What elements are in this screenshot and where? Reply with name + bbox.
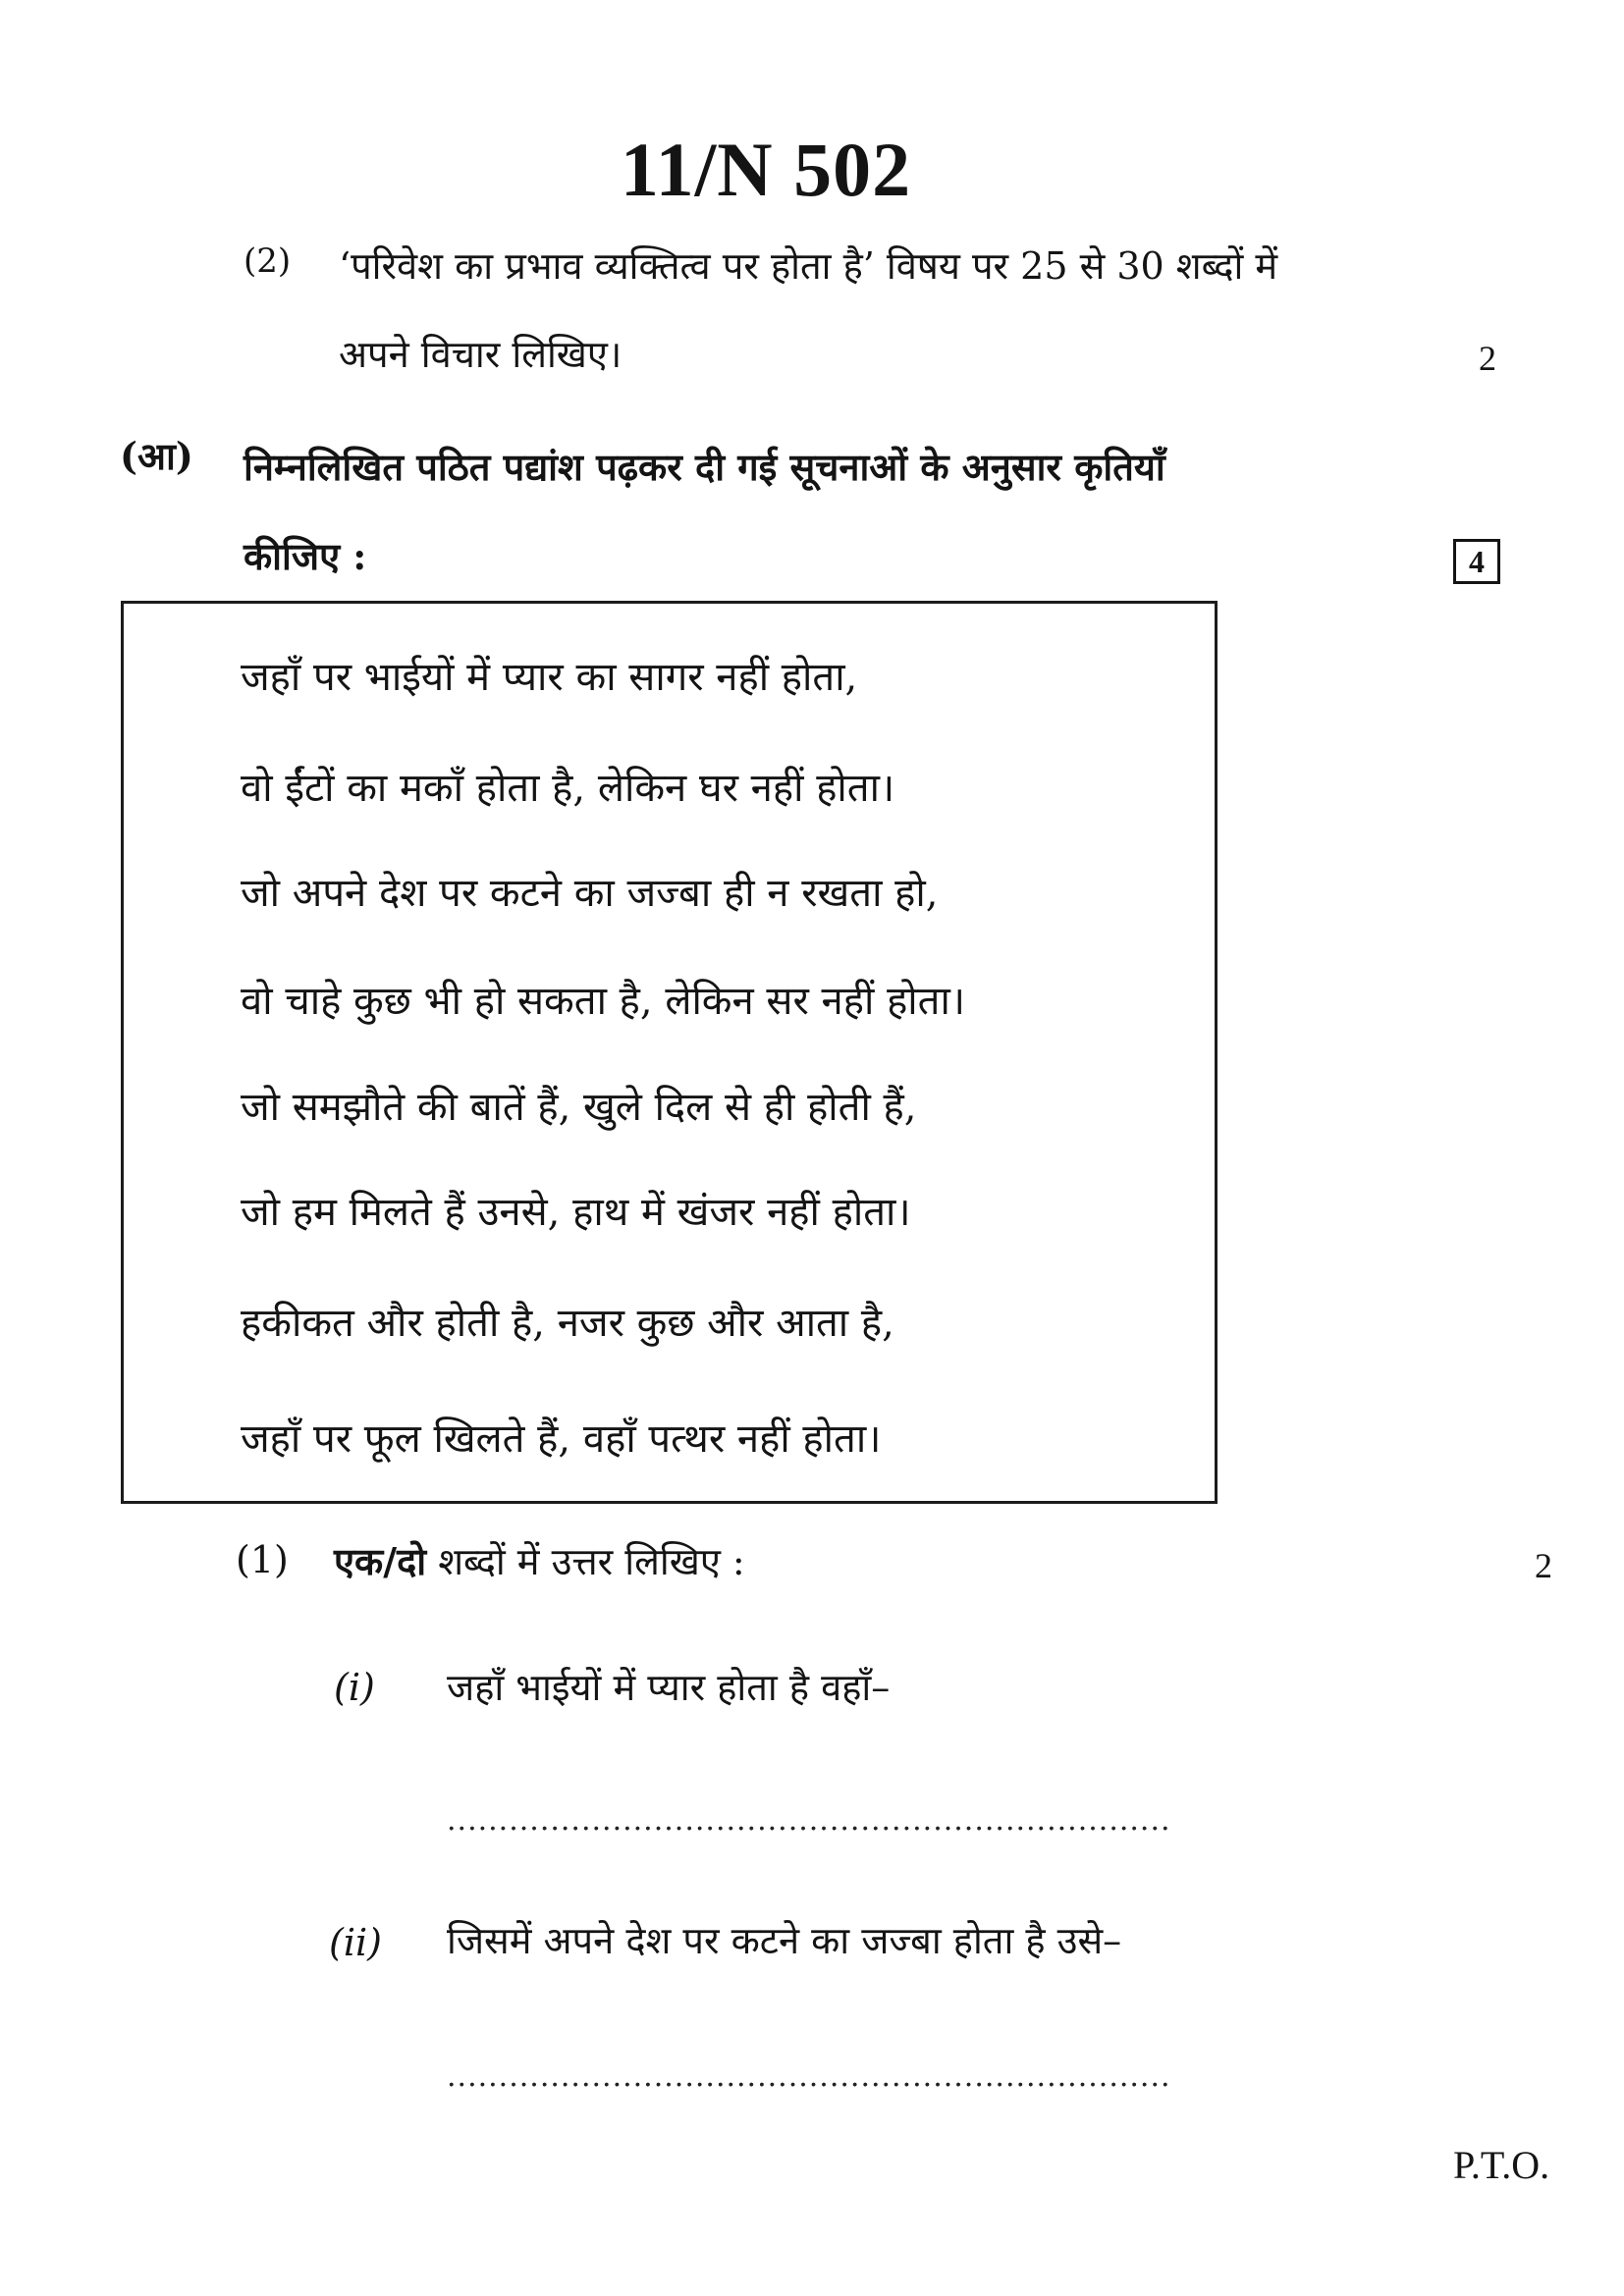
poem-line-5: जो समझौते की बातें हैं, खुले दिल से ही होती हैं, xyxy=(241,1085,917,1130)
poem-line-3: जो अपने देश पर कटने का जज्बा ही न रखता हो, xyxy=(241,871,939,916)
section-aa-marks-box: 4 xyxy=(1453,539,1500,584)
activity-1-instruction-bold: एक/दो xyxy=(334,1539,427,1583)
question-2-number: (2) xyxy=(244,241,292,281)
question-2-marks: 2 xyxy=(1479,339,1496,378)
question-2-line1: ‘परिवेश का प्रभाव व्यक्तित्व पर होता है’ विषय पर 25 से 30 शब्दों में xyxy=(339,244,1278,288)
item-ii-text: जिसमें अपने देश पर कटने का जज्बा होता है उसे– xyxy=(447,1919,1122,1962)
poem-line-7: हकीकत और होती है, नजर कुछ और आता है, xyxy=(241,1301,894,1346)
activity-1-number: (1) xyxy=(236,1538,289,1581)
section-aa-line2: कीजिए : xyxy=(244,534,367,578)
poem-line-1: जहाँ पर भाईयों में प्यार का सागर नहीं होता, xyxy=(241,655,858,700)
section-aa-line1: निम्नलिखित पठित पद्यांश पढ़कर दी गई सूचनाओं के अनुसार कृतियाँ xyxy=(244,445,1165,489)
activity-1-instruction-rest: शब्दों में उत्तर लिखिए : xyxy=(438,1540,745,1583)
item-i-answer-line: ...................................................................... xyxy=(447,1803,1171,1838)
question-2-line2: अपने विचार लिखिए। xyxy=(339,333,623,376)
paper-code: 11/N 502 xyxy=(620,127,912,212)
activity-1-instruction xyxy=(334,1539,745,1583)
poem-line-2: वो ईंटों का मकाँ होता है, लेकिन घर नहीं होता। xyxy=(241,766,895,811)
item-ii-label: (ii) xyxy=(329,1921,382,1964)
poem-line-8: जहाँ पर फूल खिलते हैं, वहाँ पत्थर नहीं होता। xyxy=(241,1416,882,1462)
item-i-text: जहाँ भाईयों में प्यार होता है वहाँ– xyxy=(447,1666,891,1709)
item-ii-answer-line: ...................................................................... xyxy=(447,2059,1171,2094)
item-i-label: (i) xyxy=(334,1666,375,1709)
poem-line-6: जो हम मिलते हैं उनसे, हाथ में खंजर नहीं होता। xyxy=(241,1190,911,1235)
poem-line-4: वो चाहे कुछ भी हो सकता है, लेकिन सर नहीं होता। xyxy=(241,979,965,1024)
poem-box xyxy=(121,601,1218,1504)
activity-1-marks: 2 xyxy=(1535,1546,1552,1585)
section-aa-label: (आ) xyxy=(120,434,193,478)
pto-label: P.T.O. xyxy=(1453,2143,1550,2187)
